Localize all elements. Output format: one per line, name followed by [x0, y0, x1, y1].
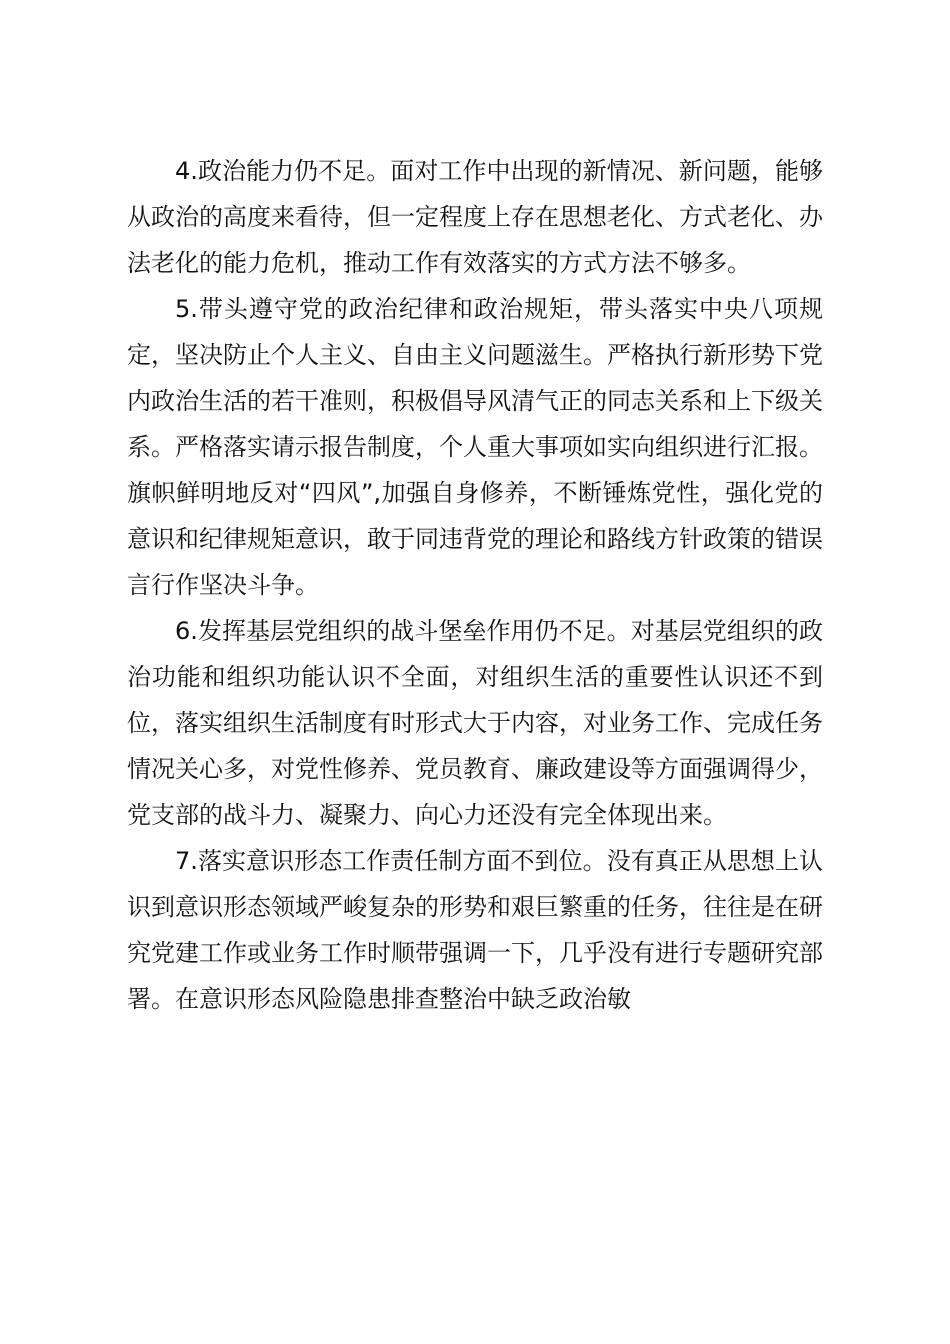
paragraph-ideology-responsibility: 7.落实意识形态工作责任制方面不到位。没有真正从思想上认识到意识形态领域严峻复杂的形势和艰巨繁重的任务，往往是在研究党建工作或业务工作时顺带强调一下，几乎没有进行专题研究部署。在意识形态风险隐患排查整治中缺乏政治敏: [127, 847, 823, 1013]
paragraph-grassroots-organization: 6.发挥基层党组织的战斗堡垒作用仍不足。对基层党组织的政治功能和组织功能认识不全面，对组织生活的重要性认识还不到位，落实组织生活制度有时形式大于内容，对业务工作、完成任务情况关心多，对党性修养、党员教育、廉政建设等方面强调得少，党支部的战斗力、凝聚力、向心力还没有完全体现出来。: [127, 617, 823, 829]
paragraph-political-ability: 4.政治能力仍不足。面对工作中出现的新情况、新问题，能够从政治的高度来看待，但一定程度上存在思想老化、方式老化、办法老化的能力危机，推动工作有效落实的方式方法不够多。: [127, 157, 823, 277]
paragraph-discipline: 5.带头遵守党的政治纪律和政治规矩，带头落实中央八项规定，坚决防止个人主义、自由主义问题滋生。严格执行新形势下党内政治生活的若干准则，积极倡导风清气正的同志关系和上下级关系。严格落实请示报告制度，个人重大事项如实向组织进行汇报。旗帜鲜明地反对“四风”,加强自身修养，不断锤炼党性，强化党的意识和纪律规矩意识，敢于同违背党的理论和路线方针政策的错误言行作坚决斗争。: [127, 295, 823, 599]
document-body: [127, 148, 823, 1022]
